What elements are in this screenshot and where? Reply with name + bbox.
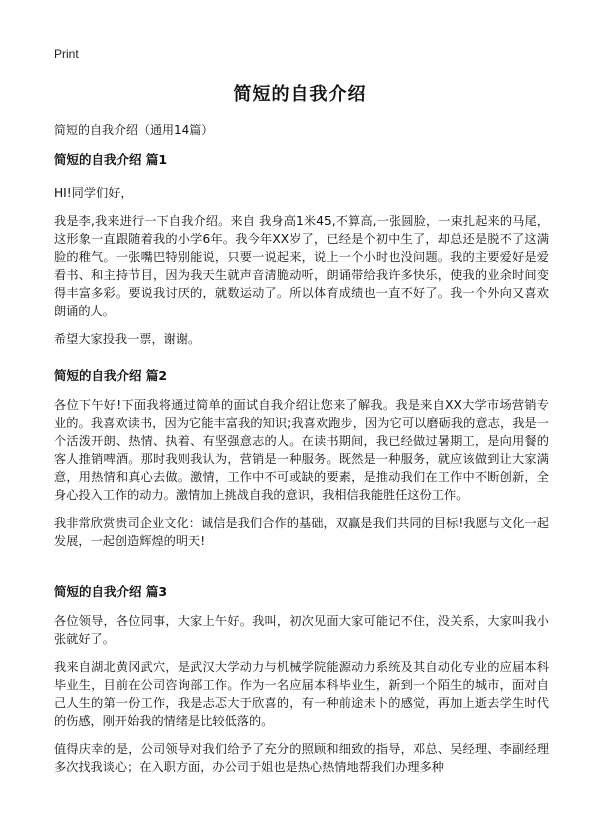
paragraph: 值得庆幸的是，公司领导对我们给予了充分的照顾和细致的指导，邓总、吴经理、李副经理多次找我谈心；在入职方面，办公司于姐也是热心热情地帮我们办理多种 <box>54 742 549 774</box>
section-1 <box>54 150 549 348</box>
section-heading: 简短的自我介绍 篇3 <box>54 584 168 599</box>
section-2 <box>54 366 549 550</box>
section-heading: 简短的自我介绍 篇1 <box>54 152 168 167</box>
section-heading: 简短的自我介绍 篇2 <box>54 368 168 383</box>
paragraph: 我非常欣赏贵司企业文化：诚信是我们合作的基础，双赢是我们共同的目标!我愿与文化一起发展，一起创造辉煌的明天! <box>54 516 549 548</box>
paragraph: 希望大家投我一票，谢谢。 <box>54 332 201 346</box>
section-3 <box>54 582 549 776</box>
document-subtitle: 简短的自我介绍（通用14篇） <box>54 123 214 137</box>
paragraph: 各位下午好!下面我将通过简单的面试自我介绍让您来了解我。我是来自XX大学市场营销专业的。我喜欢读书，因为它能丰富我的知识;我喜欢跑步，因为它可以磨砺我的意志，我是一个活泼开朗、热情、执着、有坚强意志的人。在读书期间，我已经做过暑期工，是向用餐的客人推销啤酒。那时我则我认为，营销是一种服务。既然是一种服务，就应该做到让大家满意，用热情和真心去做。激情，工作中不可或缺的要素，是推动我们在工作中不断创新，全身心投入工作的动力。激情加上挑战自我的意识，我相信我能胜任这份工作。 <box>54 398 549 502</box>
paragraph: 各位领导，各位同事，大家上午好。我叫，初次见面大家可能记不住，没关系，大家叫我小张就好了。 <box>54 614 549 646</box>
paragraph: HI!同学们好， <box>54 186 133 200</box>
print-label: Print <box>54 47 79 61</box>
paragraph: 我来自湖北黄冈武穴，是武汉大学动力与机械学院能源动力系统及其自动化专业的应届本科毕业生，目前在公司咨询部工作。作为一名应届本科毕业生，新到一个陌生的城市，面对自己人生的第一份工作，我是忐忑大于欣喜的，有一种前途未卜的感觉，再加上逝去学生时代的伤感，刚开始我的情绪是比较低落的。 <box>54 660 549 728</box>
paragraph: 我是李,我来进行一下自我介绍。来自 我身高1米45,不算高,一张圆脸，一束扎起来的马尾，这形象一直跟随着我的小学6年。我今年XX岁了，已经是个初中生了，却总还是脱不了这满脸的稚气。一张嘴巴特别能说，只要一说起来，说上一个小时也没问题。我的主要爱好是爱看书、和主持节目，因为我天生就声音清脆动听，朗诵带给我许多快乐，使我的业余时间变得丰富多彩。要说我讨厌的，就数运动了。所以体育成绩也一直不好了。我一个外向又喜欢朗诵的人。 <box>54 214 549 318</box>
page-title: 简短的自我介绍 <box>233 84 367 105</box>
